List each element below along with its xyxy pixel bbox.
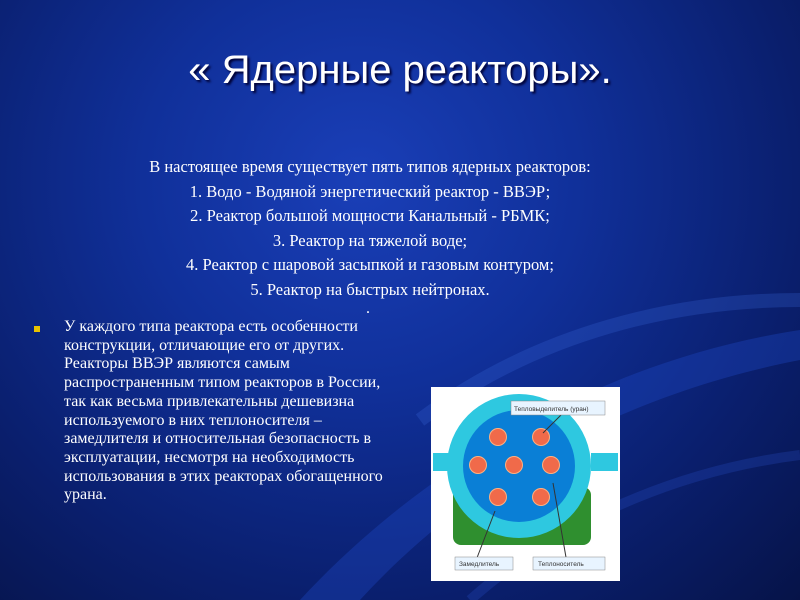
intro-text xyxy=(100,155,640,302)
slide-title: « Ядерные реакторы». xyxy=(188,48,612,92)
fuel-rod xyxy=(533,429,550,446)
fuel-rod xyxy=(506,457,523,474)
intro-line: 1. Водо - Водяной энергетический реактор - ВВЭР; xyxy=(189,181,551,201)
intro-line: 3. Реактор на тяжелой воде; xyxy=(272,230,468,250)
label-fuel: Тепловыделитель (уран) xyxy=(514,406,589,413)
fuel-rod xyxy=(543,457,560,474)
intro-line: 2. Реактор большой мощности Канальный - РБМК; xyxy=(190,206,550,225)
fuel-rod xyxy=(533,489,550,506)
label-moderator: Замедлитель xyxy=(459,561,500,568)
label-coolant: Теплоноситель xyxy=(538,561,584,568)
stray-dot: . xyxy=(366,300,370,317)
reactor-diagram-svg xyxy=(431,387,620,581)
bullet-square-icon xyxy=(34,326,40,332)
intro-line: 4. Реактор с шаровой засыпкой и газовым контуром; xyxy=(186,255,554,274)
fuel-rod xyxy=(470,457,487,474)
outlet-pipe xyxy=(591,453,618,471)
reactor-diagram xyxy=(431,387,620,581)
intro-line: В настоящее время существует пять типов ядерных реакторов: xyxy=(149,157,591,176)
fuel-rod xyxy=(490,489,507,506)
intro-line: 5. Реактор на быстрых нейтронах. xyxy=(250,279,490,299)
bullet-text: У каждого типа реактора есть особенности конструкции, отличающие его от других. Реакторы ВВЭР являются самым распространенным типом реакторов в России, так как весьма привлекательны дешевизна используемого в них теплоносителя – замедлителя и относительная безопасность в эксплуатации, несмотря на необходимость использования в этих реакторах обогащенного урана. xyxy=(64,318,383,504)
fuel-rod xyxy=(490,429,507,446)
